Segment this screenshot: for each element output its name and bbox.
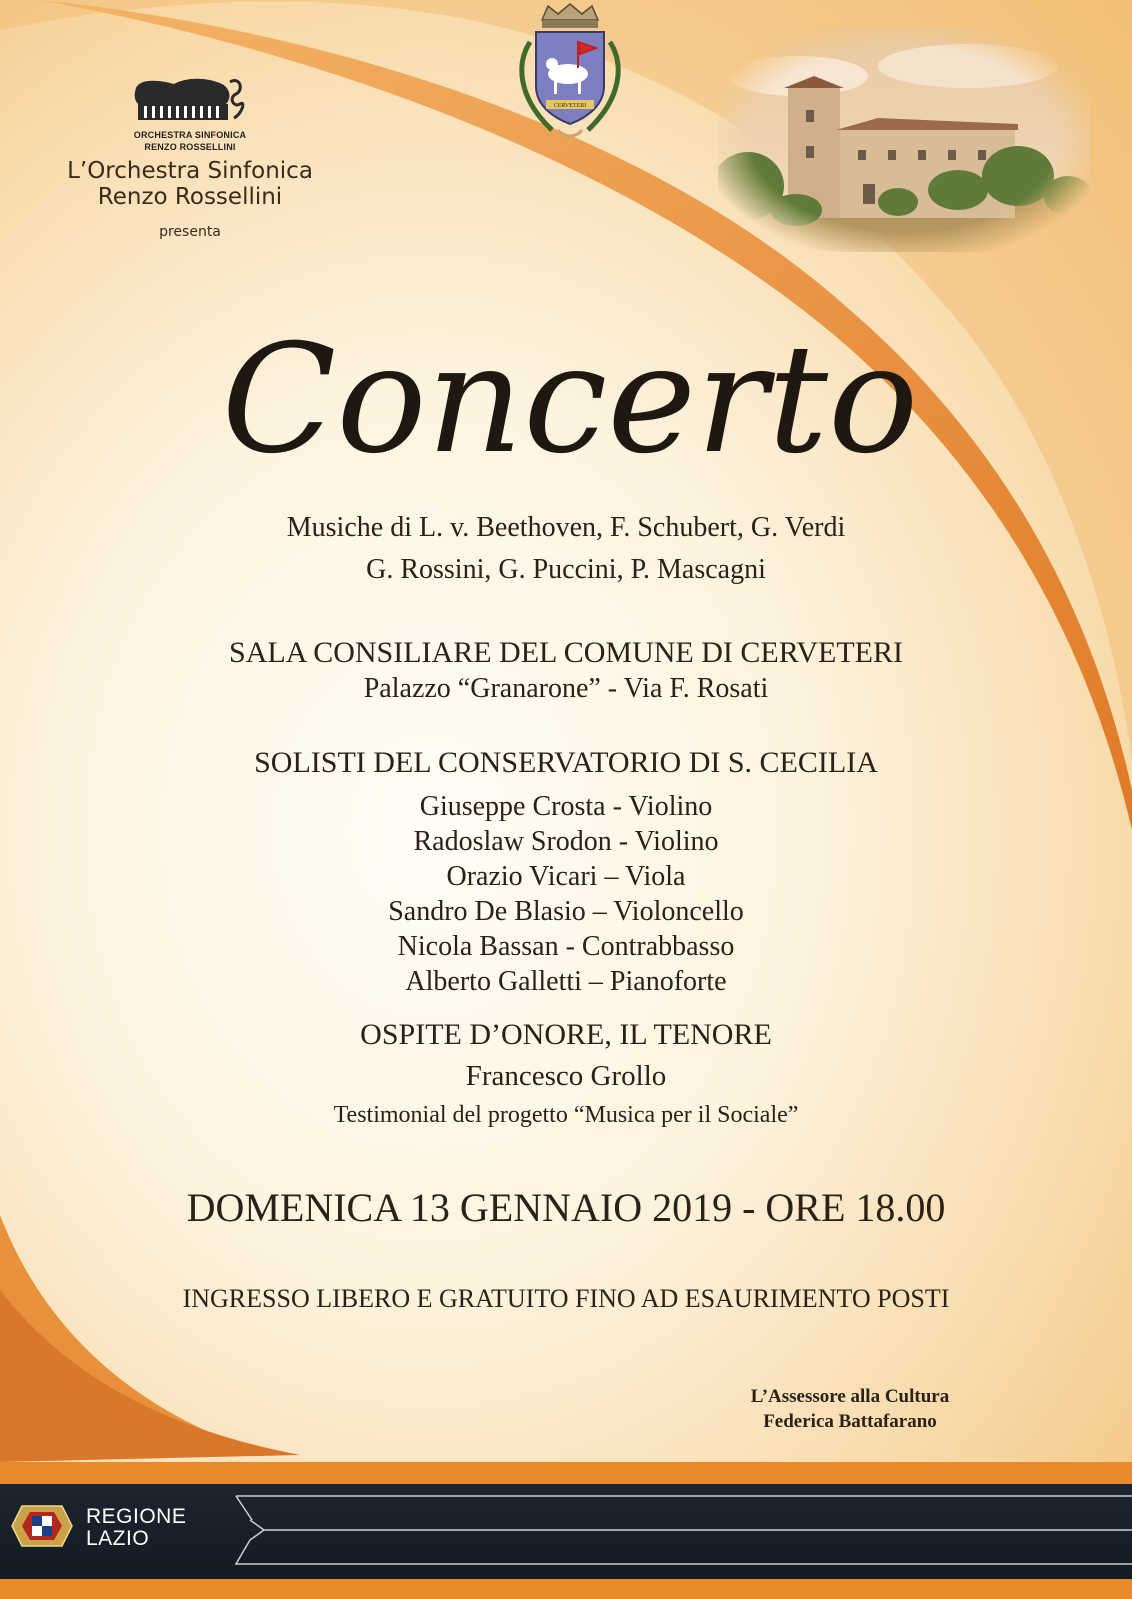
footer-accent-top	[0, 1462, 1132, 1484]
concerto-title	[0, 296, 1132, 496]
assessor-role: L’Assessore alla Cultura	[750, 1386, 950, 1407]
region-line-2: LAZIO	[86, 1527, 150, 1550]
guest-heading: OSPITE D’ONORE, IL TENORE	[360, 1018, 772, 1051]
soloists-heading: SOLISTI DEL CONSERVATORIO DI S. CECILIA	[254, 746, 878, 779]
granarone-palace-photo	[718, 26, 1090, 252]
soloist-4: Sandro De Blasio – Violoncello	[388, 896, 744, 927]
concerto-title-text: Concerto	[221, 313, 919, 487]
footer-bar	[0, 1484, 1132, 1579]
cerveteri-crest-icon	[508, 2, 632, 144]
presenta-text: presenta	[159, 224, 221, 240]
assessor-name: Federica Battafarano	[763, 1411, 937, 1432]
guest-name: Francesco Grollo	[465, 1060, 667, 1092]
regione-lazio-label	[86, 1506, 186, 1550]
guest-note: Testimonial del progetto “Musica per il Sociale”	[333, 1102, 799, 1128]
soloist-2: Radoslaw Srodon - Violino	[413, 826, 719, 857]
venue-name: SALA CONSILIARE DEL COMUNE DI CERVETERI	[229, 636, 903, 669]
program-line-1: Musiche di L. v. Beethoven, F. Schubert, G. Verdi	[286, 512, 846, 543]
logo-small-line2: RENZO ROSSELLINI	[144, 142, 236, 152]
orchestra-logo	[40, 74, 340, 240]
crest-label: CERVETERI	[553, 103, 587, 109]
soloist-5: Nicola Bassan - Contrabbasso	[397, 931, 735, 962]
event-date: DOMENICA 13 GENNAIO 2019 - ORE 18.00	[186, 1185, 946, 1230]
venue-address: Palazzo “Granarone” - Via F. Rosati	[363, 673, 769, 704]
orchestra-name-line2: Renzo Rossellini	[97, 184, 283, 210]
program-line-2: G. Rossini, G. Puccini, P. Mascagni	[366, 554, 766, 585]
logo-small-line1: ORCHESTRA SINFONICA	[133, 130, 247, 140]
region-line-1: REGIONE	[86, 1505, 187, 1528]
violin-logo-icon	[130, 74, 250, 128]
orchestra-name-line1: L’Orchestra Sinfonica	[67, 158, 313, 184]
entry-info: INGRESSO LIBERO E GRATUITO FINO AD ESAURIMENTO POSTI	[182, 1284, 950, 1313]
regione-lazio-emblem-icon	[8, 1502, 76, 1550]
soloist-1: Giuseppe Crosta - Violino	[419, 791, 713, 822]
soloist-3: Orazio Vicari – Viola	[446, 861, 686, 892]
soloist-6: Alberto Galletti – Pianoforte	[405, 966, 727, 997]
footer-accent-bottom	[0, 1579, 1132, 1599]
